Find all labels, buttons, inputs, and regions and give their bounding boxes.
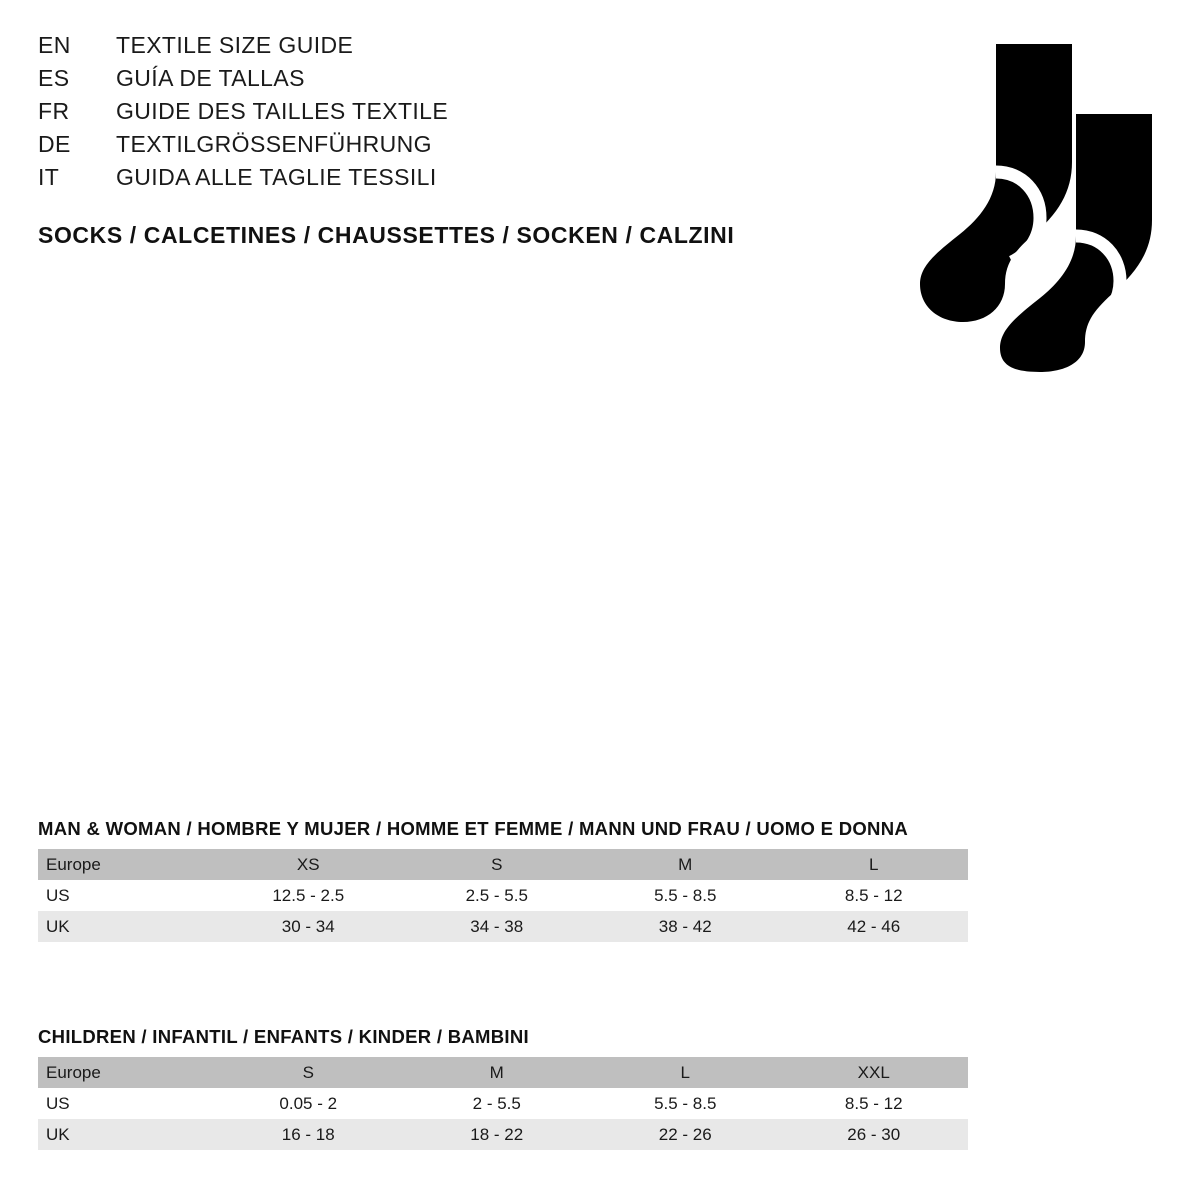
language-title: TEXTILGRÖSSENFÜHRUNG [116,131,432,157]
language-code: EN [38,32,71,58]
table-cell: 5.5 - 8.5 [591,880,780,911]
table-cell: L [780,849,969,880]
table-cell: 16 - 18 [214,1119,403,1150]
table-cell: 2.5 - 5.5 [403,880,592,911]
table-cell: 38 - 42 [591,911,780,942]
table-cell: L [591,1057,780,1088]
table-cell: M [591,849,780,880]
table-cell: S [214,1057,403,1088]
table-row [38,880,968,911]
table-cell: XS [214,849,403,880]
socks-icon [800,22,1160,372]
table-row [38,849,968,880]
row-label: UK [38,911,214,942]
table-cell: 12.5 - 2.5 [214,880,403,911]
table-cell: 42 - 46 [780,911,969,942]
language-row [38,164,758,197]
table-row [38,1119,968,1150]
table-cell: 22 - 26 [591,1119,780,1150]
table-children [38,1057,968,1150]
table-cell: 34 - 38 [403,911,592,942]
table-cell: 0.05 - 2 [214,1088,403,1119]
language-code: DE [38,131,71,157]
row-label: UK [38,1119,214,1150]
size-table-man-woman [38,818,968,942]
table-cell: 2 - 5.5 [403,1088,592,1119]
language-title: TEXTILE SIZE GUIDE [116,32,354,58]
language-row [38,131,758,164]
row-label: US [38,1088,214,1119]
language-code: FR [38,98,70,124]
language-title: GUIDA ALLE TAGLIE TESSILI [116,164,437,190]
table-cell: S [403,849,592,880]
table-cell: 5.5 - 8.5 [591,1088,780,1119]
table-cell: 8.5 - 12 [780,1088,969,1119]
language-row [38,65,758,98]
row-label: Europe [38,849,214,880]
language-list [38,32,758,197]
table-title: MAN & WOMAN / HOMBRE Y MUJER / HOMME ET FEMME / MANN UND FRAU / UOMO E DONNA [38,818,909,839]
table-cell: 26 - 30 [780,1119,969,1150]
table-cell: 30 - 34 [214,911,403,942]
table-man-woman [38,849,968,942]
size-table-children [38,1026,968,1150]
language-code: ES [38,65,70,91]
table-row [38,1088,968,1119]
language-title: GUIDE DES TAILLES TEXTILE [116,98,449,124]
table-cell: XXL [780,1057,969,1088]
row-label: Europe [38,1057,214,1088]
language-code: IT [38,164,60,190]
language-row [38,98,758,131]
table-title: CHILDREN / INFANTIL / ENFANTS / KINDER / BAMBINI [38,1026,529,1047]
table-row [38,1057,968,1088]
language-row [38,32,758,65]
table-row [38,911,968,942]
table-cell: M [403,1057,592,1088]
row-label: US [38,880,214,911]
language-title: GUÍA DE TALLAS [116,65,305,91]
table-cell: 8.5 - 12 [780,880,969,911]
product-category-label: SOCKS / CALCETINES / CHAUSSETTES / SOCKEN / CALZINI [38,222,735,248]
table-cell: 18 - 22 [403,1119,592,1150]
